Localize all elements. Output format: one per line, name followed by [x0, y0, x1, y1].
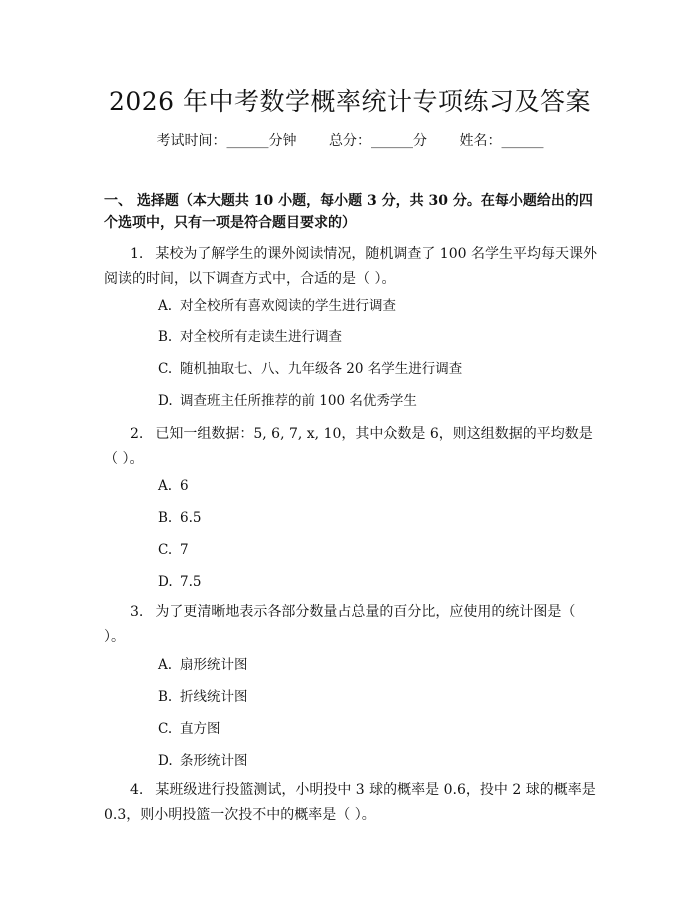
question-number: 1. [130, 246, 144, 262]
option-text: 对全校所有喜欢阅读的学生进行调查 [180, 298, 396, 314]
page-title: 2026 年中考数学概率统计专项练习及答案 [108, 87, 592, 116]
question-1-option-c [158, 359, 462, 379]
question-2-option-c [158, 540, 189, 560]
option-text: 对全校所有走读生进行调查 [180, 329, 342, 345]
option-letter: A. [158, 298, 173, 314]
option-text: 折线统计图 [180, 689, 248, 705]
option-letter: B. [158, 510, 173, 526]
question-text: 某班级进行投篮测试，小明投中 3 球的概率是 0.6，投中 2 球的概率是 0.3，则小明投篮一次投不中的概率是（ ）。 [104, 782, 596, 823]
question-2-option-d [158, 572, 201, 592]
exam-info-line [0, 130, 700, 150]
question-3 [104, 600, 600, 650]
option-letter: C. [158, 721, 173, 737]
option-text: 6.5 [180, 510, 202, 526]
option-text: 调查班主任所推荐的前 100 名优秀学生 [180, 393, 417, 409]
question-3-option-a [158, 655, 248, 675]
option-letter: A. [158, 478, 173, 494]
name-field: 姓名：______ [459, 133, 544, 149]
option-letter: C. [158, 361, 173, 377]
question-3-option-b [158, 687, 248, 707]
option-letter: D. [158, 753, 173, 769]
section-heading: 一、 选择题（本大题共 10 小题，每小题 3 分，共 30 分。在每小题给出的四个选项中，只有一项是符合题目要求的） [104, 193, 593, 231]
exam-time-field: 考试时间：______分钟 [156, 133, 297, 149]
question-1-option-b [158, 327, 342, 347]
question-number: 2. [130, 426, 144, 442]
option-letter: B. [158, 689, 173, 705]
option-letter: D. [158, 574, 173, 590]
option-text: 随机抽取七、八、九年级各 20 名学生进行调查 [180, 361, 463, 377]
option-letter: B. [158, 329, 173, 345]
question-1 [104, 242, 600, 292]
option-text: 7 [180, 542, 189, 558]
option-text: 6 [180, 478, 189, 494]
question-number: 3. [130, 604, 144, 620]
question-3-option-d [158, 751, 248, 771]
question-2-option-a [158, 476, 189, 496]
question-1-option-a [158, 296, 396, 316]
question-number: 4. [130, 782, 144, 798]
question-3-option-c [158, 719, 221, 739]
question-2-option-b [158, 508, 201, 528]
option-letter: D. [158, 393, 173, 409]
question-text: 已知一组数据：5, 6, 7, x, 10，其中众数是 6，则这组数据的平均数是（ ）。 [104, 426, 593, 467]
option-text: 条形统计图 [180, 753, 248, 769]
question-1-option-d [158, 391, 417, 411]
option-text: 直方图 [180, 721, 221, 737]
question-text: 为了更清晰地表示各部分数量占总量的百分比，应使用的统计图是（ ）。 [104, 604, 576, 645]
question-2 [104, 422, 600, 472]
option-letter: C. [158, 542, 173, 558]
option-text: 扇形统计图 [180, 657, 248, 673]
total-score-field: 总分：______分 [329, 133, 427, 149]
option-text: 7.5 [180, 574, 202, 590]
option-letter: A. [158, 657, 173, 673]
question-4 [104, 778, 600, 828]
question-text: 某校为了解学生的课外阅读情况，随机调查了 100 名学生平均每天课外阅读的时间，以下调查方式中，合适的是（ ）。 [104, 246, 597, 287]
